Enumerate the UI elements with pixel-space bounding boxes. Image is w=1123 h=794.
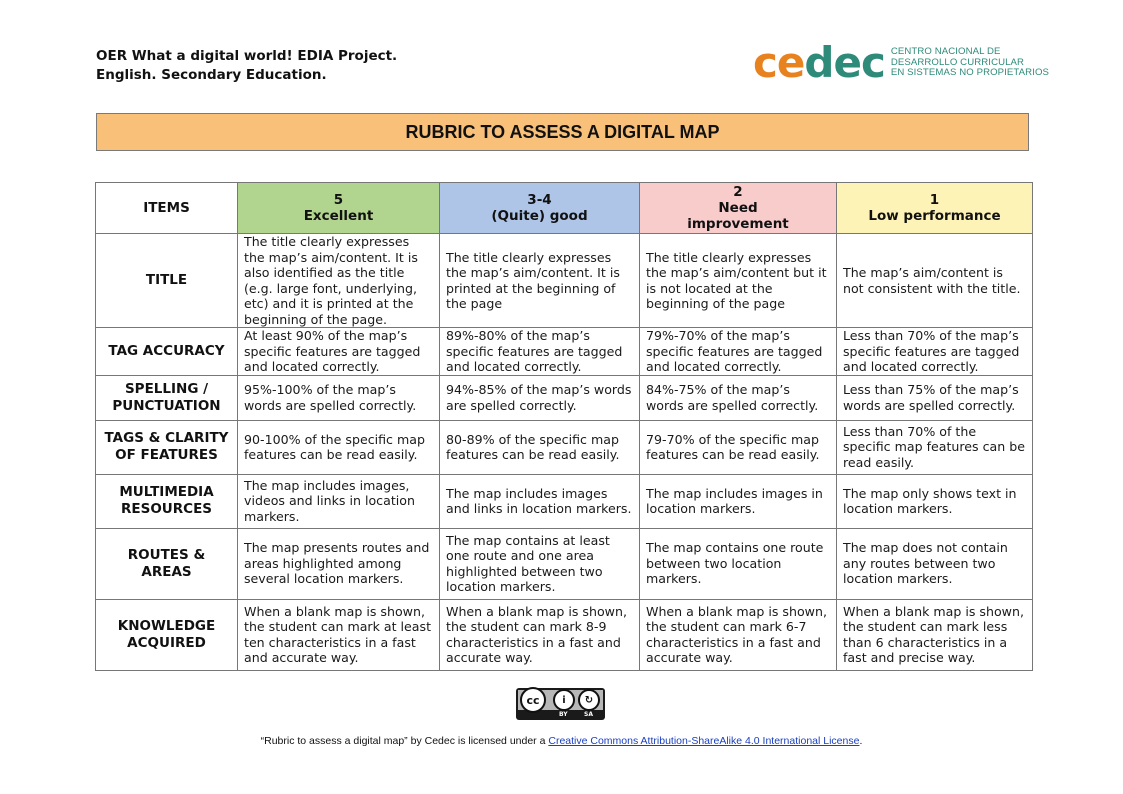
header-low-performance (837, 183, 1033, 234)
row-item-routes-areas: ROUTES & AREAS (96, 528, 238, 599)
sa-label: SA (584, 711, 593, 718)
cell-need-improvement: The title clearly expresses the map’s aim/content but it is not located at the beginning of the page (640, 234, 837, 328)
row-item-spelling: SPELLING / PUNCTUATION (96, 375, 238, 420)
cell-quite-good: The map includes images and links in location markers. (440, 474, 640, 528)
cell-quite-good: 80-89% of the specific map features can be read easily. (440, 420, 640, 474)
license-suffix: . (859, 735, 863, 747)
cell-excellent: 95%-100% of the map’s words are spelled correctly. (238, 375, 440, 420)
cell-quite-good: When a blank map is shown, the student can mark 8-9 characteristics in a fast and accurate way. (440, 599, 640, 670)
header-items (96, 183, 238, 234)
sa-icon: ↻ (578, 689, 600, 711)
header-label: (Quite) good (491, 208, 588, 224)
cell-quite-good: 94%-85% of the map’s words are spelled correctly. (440, 375, 640, 420)
cell-low-performance: The map’s aim/content is not consistent with the title. (837, 234, 1033, 328)
row-item-knowledge: KNOWLEDGE ACQUIRED (96, 599, 238, 670)
header-excellent (238, 183, 440, 234)
header-score: 3-4 (527, 192, 552, 208)
logo-sub-line3: EN SISTEMAS NO PROPIETARIOS (890, 67, 1050, 79)
rubric-title: RUBRIC TO ASSESS A DIGITAL MAP (96, 113, 1029, 151)
cell-low-performance: The map does not contain any routes between two location markers. (837, 528, 1033, 599)
cell-excellent: The title clearly expresses the map’s aim/content. It is also identified as the title (e.g. large font, underlying, etc) and it is printed at the beginning of the page. (238, 234, 440, 328)
rubric-table (95, 182, 1033, 671)
header-score: 1 (929, 192, 940, 208)
cell-low-performance: Less than 75% of the map’s words are spelled correctly. (837, 375, 1033, 420)
cell-need-improvement: The map includes images in location markers. (640, 474, 837, 528)
logo-wordmark (753, 40, 885, 86)
cc-by-sa-badge (516, 688, 605, 720)
document-header (96, 47, 397, 85)
cell-excellent: When a blank map is shown, the student can mark at least ten characteristics in a fast and accurate way. (238, 599, 440, 670)
header-label: ITEMS (143, 200, 190, 216)
header-label: Excellent (303, 208, 374, 224)
header-line-2: English. Secondary Education. (96, 67, 327, 83)
cell-excellent: At least 90% of the map’s specific features are tagged and located correctly. (238, 328, 440, 376)
by-label: BY (559, 711, 568, 718)
license-prefix: “Rubric to assess a digital map” by Cedec is licensed under a (260, 735, 549, 747)
cell-need-improvement: 79-70% of the specific map features can be read easily. (640, 420, 837, 474)
row-item-tag-accuracy: TAG ACCURACY (96, 328, 238, 376)
cell-low-performance: Less than 70% of the map’s specific features are tagged and located correctly. (837, 328, 1033, 376)
cell-need-improvement: When a blank map is shown, the student can mark 6-7 characteristics in a fast and accurate way. (640, 599, 837, 670)
table-row (96, 420, 1033, 474)
cell-quite-good: The title clearly expresses the map’s aim/content. It is printed at the beginning of the page (440, 234, 640, 328)
row-item-title: TITLE (96, 234, 238, 328)
cc-icon: cc (520, 687, 546, 713)
cell-need-improvement: The map contains one route between two location markers. (640, 528, 837, 599)
logo-word-part1: ce (753, 38, 805, 87)
table-row (96, 528, 1033, 599)
row-item-tags-clarity: TAGS & CLARITY OF FEATURES (96, 420, 238, 474)
cell-quite-good: 89%-80% of the map’s specific features are tagged and located correctly. (440, 328, 640, 376)
license-link[interactable]: Creative Commons Attribution-ShareAlike 4.0 International License (548, 735, 860, 747)
cell-quite-good: The map contains at least one route and one area highlighted between two location markers. (440, 528, 640, 599)
logo-subtitle (891, 47, 1049, 79)
header-need-improvement (640, 183, 837, 234)
header-quite-good (440, 183, 640, 234)
cell-excellent: The map includes images, videos and links in location markers. (238, 474, 440, 528)
logo-sub-line1: CENTRO NACIONAL DE (890, 46, 1001, 58)
table-row (96, 375, 1033, 420)
table-row (96, 599, 1033, 670)
license-text (0, 735, 1123, 747)
header-row (96, 183, 1033, 234)
header-label: Need improvement (687, 200, 789, 232)
cell-excellent: The map presents routes and areas highlighted among several location markers. (238, 528, 440, 599)
by-icon: i (553, 689, 575, 711)
cell-low-performance: The map only shows text in location markers. (837, 474, 1033, 528)
cell-need-improvement: 79%-70% of the map’s specific features are tagged and located correctly. (640, 328, 837, 376)
header-line-1: OER What a digital world! EDIA Project. (96, 48, 398, 64)
table-row (96, 234, 1033, 328)
table-row (96, 328, 1033, 376)
logo-word-part2: dec (804, 38, 885, 87)
row-item-multimedia: MULTIMEDIA RESOURCES (96, 474, 238, 528)
logo-sub-line2: DESARROLLO CURRICULAR (890, 56, 1025, 68)
cell-excellent: 90-100% of the specific map features can be read easily. (238, 420, 440, 474)
cell-low-performance: When a blank map is shown, the student can mark less than 6 characteristics in a fast and precise way. (837, 599, 1033, 670)
header-label: Low performance (868, 208, 1001, 224)
header-score: 2 (733, 184, 743, 200)
cell-low-performance: Less than 70% of the specific map features can be read easily. (837, 420, 1033, 474)
header-score: 5 (333, 192, 344, 208)
table-row (96, 474, 1033, 528)
cedec-logo (753, 40, 1049, 86)
cell-need-improvement: 84%-75% of the map’s words are spelled correctly. (640, 375, 837, 420)
